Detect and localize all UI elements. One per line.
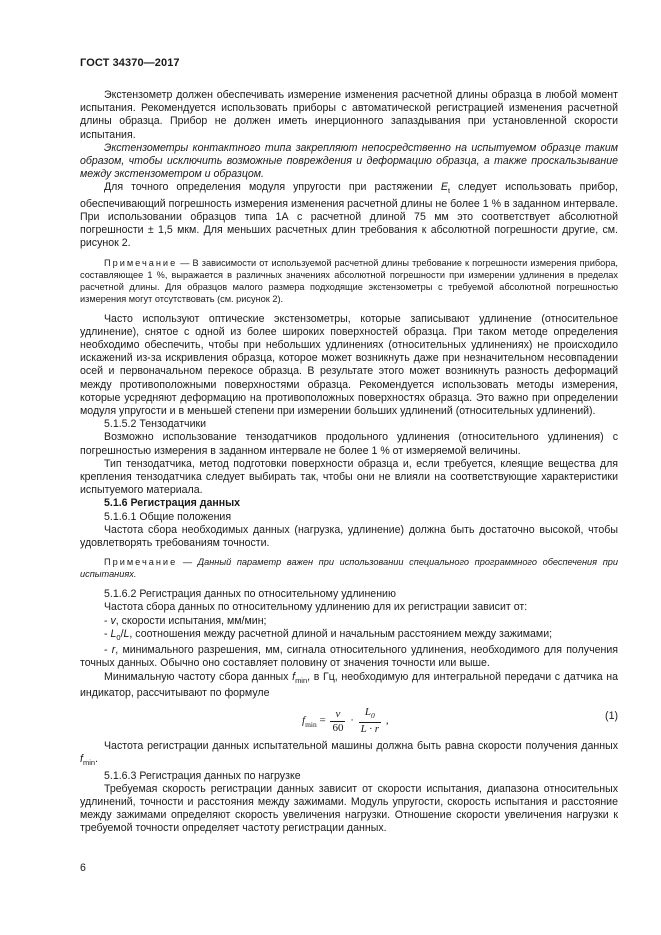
- note-label: Примечание: [104, 257, 178, 268]
- symbol-l: L: [123, 627, 130, 640]
- note-1: [80, 257, 618, 305]
- paragraph-load-recording: Требуемая скорость регистрации данных зависит от скорости испытания, диапазона относительных удлинений, точности и расстояния между зажимами. Модуль упругости, скорость испытания и расстояние между зажимами определяют скорость увеличения нагрузки. Отношение скорости увеличения нагрузки к требуемой точности определяет частоту регистрации данных.: [80, 782, 618, 835]
- fraction-numerator: v: [330, 708, 345, 722]
- list-item-resolution: [80, 644, 618, 670]
- text-run: Для точного определения модуля упругости при растяжении: [104, 181, 441, 194]
- subscript-0: 0: [371, 711, 375, 721]
- text-run: , минимального разрешения, мм, сигнала относительного удлинения, необходимого для получения точных данных. Обычно оно составляет половину от значения точности или выше.: [80, 644, 618, 670]
- text-run: Частота регистрации данных испытательной машины должна быть равна скорости получения данных: [104, 740, 618, 753]
- paragraph-sampling-frequency: Частота сбора необходимых данных (нагрузка, удлинение) должна быть достаточно высокой, чтобы удовлетворять требованиям точности.: [80, 523, 618, 549]
- paragraph-strain-frequency: Частота сбора данных по относительному удлинению для их регистрации зависит от:: [104, 601, 528, 614]
- bullet: -: [104, 644, 112, 657]
- formula-expression: [302, 706, 389, 736]
- symbol-e: E: [440, 181, 448, 194]
- subscript-min: min: [82, 758, 96, 768]
- formula-end: ,: [383, 714, 389, 727]
- note-label: Примечание: [104, 557, 178, 568]
- section-heading-516: 5.1.6 Регистрация данных: [104, 497, 241, 510]
- section-heading-5161: 5.1.6.1 Общие положения: [104, 510, 232, 523]
- paragraph-gauge-type: Тип тензодатчика, метод подготовки поверхности образца и, если требуется, клеящие вещества для крепления тензодатчика следует выбирать так, чтобы они не влияли на соответствующие характеристики испытуемого материала.: [80, 457, 618, 497]
- text-run: , скорости испытания, мм/мин;: [115, 614, 267, 627]
- text-run: , соотношения между расчетной длиной и начальным расстоянием между зажимами;: [129, 627, 553, 640]
- note-text: — Данный параметр важен при использовании специального программного обеспечения при испытаниях.: [80, 557, 618, 580]
- formula-1: [80, 702, 618, 736]
- symbol-l: L: [110, 627, 117, 640]
- bullet: -: [104, 627, 111, 640]
- text-run: Минимальную частоту сбора данных: [104, 670, 293, 683]
- symbol-r: r: [111, 644, 116, 657]
- paragraph-modulus-accuracy: [80, 181, 618, 250]
- paragraph-strain-gauges: Возможно использование тензодатчиков продольного удлинения (относительного удлинения) с погрешностью измерения в заданном интервале не более 1 % от измеряемой величины.: [80, 431, 618, 457]
- paragraph-contact-extensometers: Экстензометры контактного типа закрепляют непосредственно на испытуемом образце таким образом, чтобы исключить возможные повреждения и деформацию образца, а также проскальзывание между экстензометром и образцом.: [80, 141, 618, 181]
- equation-number: (1): [605, 710, 618, 723]
- subscript-0: 0: [116, 632, 121, 642]
- slash: /: [120, 627, 124, 640]
- note-2: [80, 556, 618, 580]
- list-item-speed: [80, 615, 618, 628]
- page-number: 6: [80, 862, 86, 874]
- text-run: .: [95, 753, 98, 766]
- text-run: , в Гц, необходимую для интегральной передачи с датчика на индикатор, рассчитывают по формуле: [80, 670, 618, 699]
- fraction-numerator: [359, 706, 381, 723]
- standard-code: ГОСТ 34370—2017: [80, 57, 180, 69]
- subscript-min: min: [295, 675, 308, 685]
- fraction-v-60: [330, 708, 345, 735]
- section-heading-5162: 5.1.6.2 Регистрация данных по относительному удлинению: [104, 588, 396, 601]
- symbol-v: v: [110, 614, 116, 627]
- page-body: [80, 89, 618, 836]
- formula-equals: =: [316, 714, 329, 727]
- paragraph-min-frequency: [80, 671, 618, 701]
- bullet: -: [104, 614, 111, 627]
- paragraph-machine-frequency: [80, 740, 618, 770]
- symbol-l: L: [364, 706, 372, 719]
- symbol-f: f: [292, 670, 296, 683]
- paragraph-extensometer-requirements: Экстензометр должен обеспечивать измерение изменения расчетной длины образца в любой момент испытания. Рекомендуется использовать приборы с автоматической регистрацией изменения расчетной длины образца. Прибор не должен иметь инерционного запаздывания при установленной скорости испытания.: [80, 89, 618, 141]
- subscript-t: t: [447, 186, 451, 196]
- fraction-l0-lr: [359, 706, 381, 736]
- fraction-denominator: L · r: [360, 723, 380, 736]
- section-heading-5152: 5.1.5.2 Тензодатчики: [104, 418, 207, 431]
- note-text: — В зависимости от используемой расчетной длины требование к погрешности измерения прибора, составляющее 1 %, выражается в различных значениях абсолютной погрешности при измерении удлинения в пределах расчетной длины. Для образцов малого размера подходящие экстензометры с требуемой абсолютной погрешностью измерения могут отсутствовать (см. рисунок 2).: [80, 257, 618, 304]
- symbol-f: f: [80, 753, 83, 766]
- fraction-denominator: 60: [332, 721, 344, 734]
- list-item-ratio: [80, 628, 618, 644]
- formula-dot: ·: [347, 714, 357, 727]
- formula-lhs: f: [302, 714, 306, 727]
- formula-lhs-subscript: min: [305, 719, 317, 729]
- paragraph-optical-extensometers: Часто используют оптические экстензометры, которые записывают удлинение (относительное удлинение), снятое с одной из более широких поверхностей образца. При таком методе определения необходимо обеспечить, чтобы при небольших удлинениях (относительных удлинениях) не происходило искажений из-за искривления образца, которое может возникнуть даже при незначительном несовпадении осей и первоначальном перекосе образца. В результате этого может возникнуть разность деформаций между противоположными поверхностями образца. Рекомендуется использовать методы измерения, которые усредняют деформацию на противоположных поверхностях образца. Это важно при определении модуля упругости и в меньшей степени при измерении больших удлинений (относительных удлинений).: [80, 312, 618, 417]
- text-run: следует использовать прибор, обеспечивающий погрешность измерения изменения расчетной длины не более 1 % в заданном интервале. При использовании образцов типа 1А с расчетной длиной 75 мм это соответствует абсолютной погрешности ± 1,5 мкм. Для меньших расчетных длин требования к абсолютной погрешности другие, см. рисунок 2.: [80, 181, 618, 250]
- section-heading-5163: 5.1.6.3 Регистрация данных по нагрузке: [104, 769, 301, 782]
